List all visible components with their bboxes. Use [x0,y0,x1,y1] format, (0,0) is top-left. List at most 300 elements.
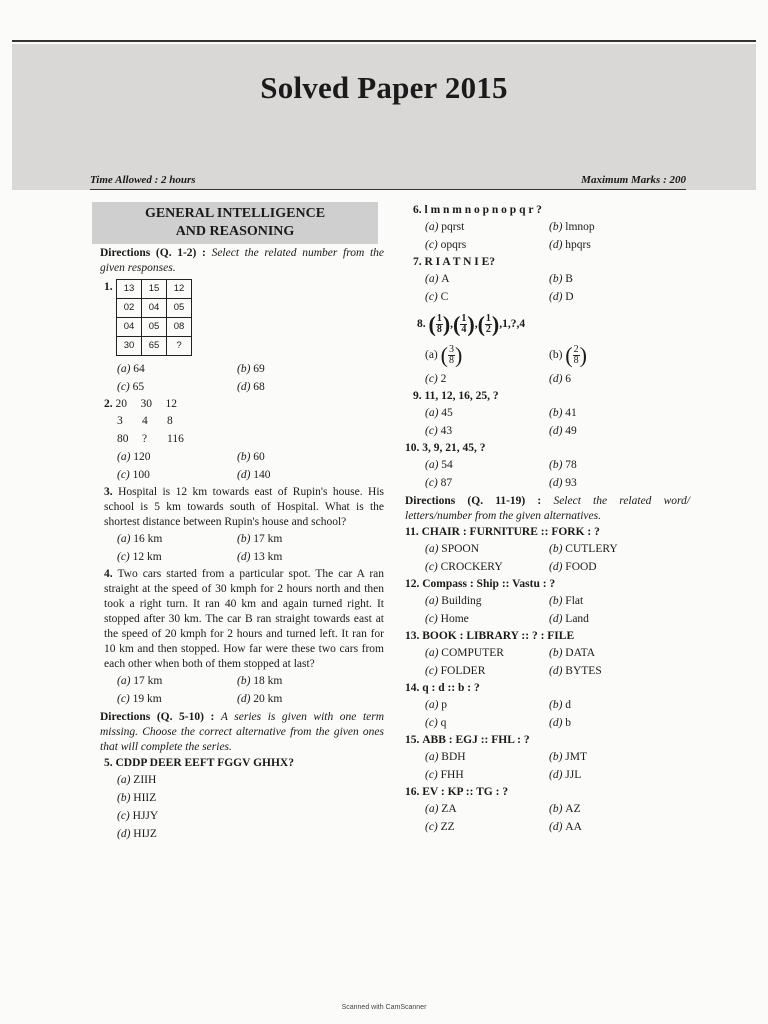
option-letter: (a) [425,273,442,285]
question-3 [104,485,384,530]
option-text: 65 [132,381,145,393]
option-text: FOLDER [440,665,486,677]
series-value: 30 [140,398,152,410]
question-text: BOOK : LIBRARY :: ? : FILE [422,630,575,642]
option[interactable] [425,404,549,422]
option-text: JJL [565,769,582,781]
option-text: HIIZ [133,792,157,804]
option[interactable] [549,610,669,628]
option-letter: (a) [425,803,442,815]
options-1 [117,360,384,396]
option-text: 6 [565,373,572,385]
option[interactable] [425,592,549,610]
option-text: JMT [565,751,588,763]
option[interactable] [117,378,237,396]
option-text: 16 km [133,533,163,545]
denominator: 8 [436,324,442,335]
option[interactable] [549,748,669,766]
option-letter: (d) [549,425,566,437]
series-value: 8 [167,415,173,427]
option-letter: (b) [549,273,566,285]
option-letter: (b) [549,407,566,419]
denominator: 4 [461,324,467,335]
option-text: CUTLERY [565,543,618,555]
option-text: q [440,717,447,729]
option-text: 13 km [253,551,283,563]
option-letter: (c) [425,291,441,303]
option[interactable] [425,766,549,784]
option[interactable] [425,800,549,818]
option-text: COMPUTER [441,647,504,659]
option-label: (b) [549,349,563,362]
question-number: 5. [104,757,113,769]
grid-cell: 30 [117,337,142,356]
option[interactable] [237,690,357,708]
option-text: 43 [440,425,453,437]
options-6 [425,218,690,254]
option-text: D [565,291,574,303]
directions-1-2 [100,246,384,276]
option-text: 17 km [253,533,283,545]
option-text: 120 [133,451,151,463]
option[interactable] [237,378,357,396]
options-3 [117,530,384,566]
question-9 [413,389,690,404]
option-letter: (c) [425,769,441,781]
question-15 [405,733,690,748]
option-text: 20 km [253,693,283,705]
series-tail: ,1,?,4 [499,318,526,331]
option[interactable] [117,789,384,807]
question-text: R I A T N I E? [424,256,496,268]
option[interactable] [117,448,237,466]
option-letter: (d) [549,561,566,573]
option-text: Land [565,613,589,625]
option-text: opqrs [440,239,467,251]
option-text: 93 [565,477,577,489]
option-letter: (b) [549,699,566,711]
denominator: 2 [485,324,491,335]
question-text: 11, 12, 16, 25, ? [424,390,499,402]
option-text: 140 [253,469,271,481]
numerator: 1 [485,313,491,324]
grid-cell: ? [167,337,192,356]
option-letter: (c) [425,477,441,489]
question-8: 8. ( $\frac{1}{8}$ ),( $\frac{1}{4}$ ),( $\frac{1}{2}$ ),1,?,4 [417,311,526,337]
question-16 [405,785,690,800]
option-letter: (c) [117,469,133,481]
option-letter: (a) [425,647,442,659]
option-letter: (b) [237,675,254,687]
question-2 [104,397,384,412]
option[interactable] [425,818,549,836]
option[interactable] [549,540,669,558]
series-value: 4 [142,415,148,427]
series-value: 12 [165,398,177,410]
option-letter: (d) [549,821,566,833]
option-letter: (d) [117,828,134,840]
option[interactable] [425,474,549,492]
maximum-marks: Maximum Marks : 200 [581,174,686,186]
option-text: 19 km [132,693,162,705]
option-text: Flat [565,595,584,607]
series-value: 116 [167,433,184,445]
option[interactable] [425,558,549,576]
option[interactable] [117,690,237,708]
option-text: Home [440,613,469,625]
option-letter: (a) [425,699,442,711]
option-letter: (d) [549,239,566,251]
option-letter: (b) [549,647,566,659]
numerator: 1 [461,313,467,324]
option[interactable] [549,662,669,680]
grid-cell: 04 [142,299,167,318]
option[interactable] [549,644,669,662]
grid-cell: 65 [142,337,167,356]
option[interactable] [549,800,669,818]
option-letter: (d) [549,769,566,781]
question-number: 14. [405,682,420,694]
option[interactable] [549,422,669,440]
options-4 [117,672,384,708]
meta-row [90,174,686,188]
question-number: 3. [104,486,113,498]
question-text: CHAIR : FURNITURE :: FORK : ? [421,526,600,538]
option[interactable] [549,456,669,474]
option-letter: (d) [549,373,566,385]
series-value: 3 [117,415,123,427]
grid-cell: 15 [142,280,167,299]
option-text: B [565,273,573,285]
option-letter: (a) [117,363,134,375]
option-letter: (c) [117,810,133,822]
question-number: 11. [405,526,419,538]
directions-11-19 [405,494,690,524]
options-5 [117,771,384,843]
option[interactable] [237,548,357,566]
option-label: (a) [425,349,438,362]
option-text: 68 [253,381,265,393]
question-number: 9. [413,390,422,402]
option[interactable] [117,807,384,825]
option-letter: (a) [425,459,442,471]
option-letter: (a) [117,774,134,786]
left-column [92,202,384,843]
option-letter: (b) [549,751,566,763]
question-text: 3, 9, 21, 45, ? [422,442,486,454]
question-number: 2. [104,398,113,410]
question-number: 12. [405,578,420,590]
option[interactable] [549,766,669,784]
question-text: CDDP DEER EEFT FGGV GHHX? [115,757,294,769]
option-text: 12 km [132,551,162,563]
denominator: 8 [573,355,579,366]
options-12 [425,592,690,628]
options-7 [425,270,690,306]
option-letter: (b) [549,543,566,555]
option[interactable] [549,714,669,732]
directions-head: Directions (Q. 11-19) : [405,495,542,507]
option-text: 64 [133,363,145,375]
options-13 [425,644,690,680]
option[interactable] [425,696,549,714]
option-text: 60 [253,451,265,463]
option-letter: (c) [425,373,441,385]
option[interactable] [117,466,237,484]
option-text: hpqrs [565,239,591,251]
option-letter: (b) [549,221,566,233]
option-letter: (b) [237,363,254,375]
option[interactable] [117,548,237,566]
options-9 [425,404,690,440]
option-text: 2 [440,373,447,385]
grid-cell: 05 [142,318,167,337]
fraction [485,314,492,335]
header-band [12,44,756,190]
option[interactable] [549,236,669,254]
option-text: DATA [565,647,596,659]
meta-rule [90,189,686,190]
option[interactable] [549,474,669,492]
series-value: 20 [115,398,127,410]
option[interactable] [549,818,669,836]
option-letter: (d) [237,469,254,481]
option-text: 17 km [133,675,163,687]
numerator: 2 [573,344,579,355]
question-7 [413,255,690,270]
option[interactable]: (a) ( $\frac{3}{8}$ ) [425,342,463,368]
option[interactable] [237,448,357,466]
grid-cell: 08 [167,318,192,337]
option-text: HJJY [132,810,159,822]
question-12 [405,577,690,592]
option[interactable] [549,696,669,714]
option[interactable] [549,288,669,306]
grid-cell: 02 [117,299,142,318]
option[interactable] [237,530,357,548]
option[interactable] [117,360,237,378]
option-letter: (c) [117,693,133,705]
option-letter: (d) [549,291,566,303]
numerator: 3 [448,344,454,355]
option-text: 18 km [253,675,283,687]
option-text: A [441,273,450,285]
option-text: Building [441,595,482,607]
question-text: Two cars started from a particular spot. The car A ran straight at the speed of 30 kmph for 2 hours north and then took a right turn. It ran 40 km and again turned right. It stopped after 30 km. The car B ran straight towards east at the speed of 20 kmph for 2 hours and turned left. It ran for 10 km and then stopped. How far were these two cars from each other when both of them stopped at last? [104,568,384,670]
option-letter: (a) [425,221,442,233]
question-number: 1. [104,281,113,293]
option[interactable] [425,370,549,388]
option[interactable] [549,218,669,236]
fraction [573,345,580,366]
option[interactable] [117,771,384,789]
option[interactable] [425,236,549,254]
option-text: pqrst [441,221,465,233]
option-text: ZZ [440,821,455,833]
option-letter: (d) [549,665,566,677]
option-letter: (b) [549,459,566,471]
directions-body: A series is given with one term missing. Choose the correct alternative from the given ones that will complete the series. [100,711,385,753]
option-letter: (a) [117,675,134,687]
options-15 [425,748,690,784]
option-letter: (c) [117,381,133,393]
option-letter: (c) [117,551,133,563]
option-text: 41 [565,407,577,419]
options-11 [425,540,690,576]
option-letter: (b) [117,792,134,804]
option-letter: (a) [425,751,442,763]
section-heading [92,202,378,244]
series-row [116,398,191,410]
question-text: Compass : Ship :: Vastu : ? [422,578,556,590]
question-text: l m n m n o p n o p q r ? [424,204,542,216]
option-text: AZ [565,803,581,815]
options-10 [425,456,690,492]
time-allowed: Time Allowed : 2 hours [90,174,196,186]
option-text: ZIIH [133,774,157,786]
option-letter: (b) [549,595,566,607]
option-text: 87 [440,477,453,489]
options-8 [425,342,690,368]
option[interactable] [117,530,237,548]
option-letter: (d) [549,717,566,729]
question-text: Hospital is 12 km towards east of Rupin's house. His school is 5 km towards south of Hospital. What is the shortest distance between Rupin's house and school? [104,486,385,528]
option[interactable] [237,466,357,484]
question-4 [104,567,384,672]
question-number: 15. [405,734,420,746]
option-letter: (a) [425,595,442,607]
option-letter: (d) [549,613,566,625]
grid-cell: 05 [167,299,192,318]
directions-head: Directions (Q. 5-10) : [100,711,215,723]
option[interactable] [425,456,549,474]
question-13 [405,629,690,644]
top-rule [12,40,756,42]
option-text: 49 [565,425,577,437]
option-text: ZA [441,803,457,815]
option[interactable] [117,825,384,843]
option-text: AA [565,821,582,833]
option-text: C [440,291,449,303]
question-text: ABB : EGJ :: FHL : ? [422,734,530,746]
option-letter: (b) [237,533,254,545]
option-letter: (c) [425,821,441,833]
question-number: 6. [413,204,422,216]
option[interactable] [425,270,549,288]
question-number: 8. [417,318,426,331]
option-letter: (a) [117,451,134,463]
scanner-watermark: Scanned with CamScanner [341,1004,427,1011]
option[interactable]: (b) ( $\frac{2}{8}$ ) [549,342,587,368]
option[interactable] [425,662,549,680]
directions-head: Directions (Q. 1-2) : [100,247,206,259]
options-2 [117,448,384,484]
option-text: b [565,717,572,729]
question-14 [405,681,690,696]
grid-cell: 13 [117,280,142,299]
options-16 [425,800,690,836]
option-text: FOOD [565,561,597,573]
question-5 [104,756,384,771]
question-number: 10. [405,442,420,454]
option-text: CROCKERY [440,561,503,573]
directions-5-10 [100,710,384,755]
option[interactable] [549,558,669,576]
option[interactable] [425,540,549,558]
directions-body: Select the related word/ letters/number from the given alternatives. [405,495,690,522]
option-letter: (b) [549,803,566,815]
grid-cell: 12 [167,280,192,299]
numerator: 1 [436,313,442,324]
question-text: q : d :: b : ? [422,682,480,694]
denominator: 8 [448,355,454,366]
grid-cell: 04 [117,318,142,337]
option[interactable] [549,370,669,388]
page-title: Solved Paper 2015 [260,70,508,105]
option-text: BDH [441,751,466,763]
question-number: 4. [104,568,113,580]
number-grid [116,279,192,356]
question-text: EV : KP :: TG : ? [422,786,509,798]
question-number: 16. [405,786,420,798]
option[interactable] [237,672,357,690]
option[interactable] [425,218,549,236]
option-text: d [565,699,572,711]
question-number: 13. [405,630,420,642]
question-6 [413,203,690,218]
right-column [405,202,690,836]
section-heading-line2: AND REASONING [175,224,295,239]
option[interactable] [117,672,237,690]
options-8-cd [425,370,690,388]
option-letter: (d) [237,551,254,563]
option[interactable] [549,592,669,610]
option[interactable] [237,360,357,378]
section-heading-line1: GENERAL INTELLIGENCE [144,206,326,221]
option-letter: (d) [549,477,566,489]
fraction [448,345,455,366]
option[interactable] [425,288,549,306]
option-letter: (a) [425,543,442,555]
option-text: SPOON [441,543,480,555]
option-text: FHH [440,769,464,781]
option-text: 78 [565,459,577,471]
option-text: HIJZ [133,828,157,840]
option-text: lmnop [565,221,595,233]
option-text: 100 [132,469,150,481]
option-letter: (c) [425,425,441,437]
option-letter: (d) [237,693,254,705]
question-11 [405,525,690,540]
option-letter: (c) [425,613,441,625]
option[interactable] [549,404,669,422]
option-letter: (a) [117,533,134,545]
option-letter: (a) [425,407,442,419]
option[interactable] [425,714,549,732]
option[interactable] [425,422,549,440]
option[interactable] [425,748,549,766]
directions-body: Select the related number from the given responses. [100,247,385,274]
option-text: 69 [253,363,265,375]
option-letter: (b) [237,451,254,463]
question-number: 7. [413,256,422,268]
option[interactable] [425,644,549,662]
option[interactable] [425,610,549,628]
option-text: p [441,699,448,711]
option-letter: (c) [425,239,441,251]
option-letter: (d) [237,381,254,393]
option[interactable] [549,270,669,288]
